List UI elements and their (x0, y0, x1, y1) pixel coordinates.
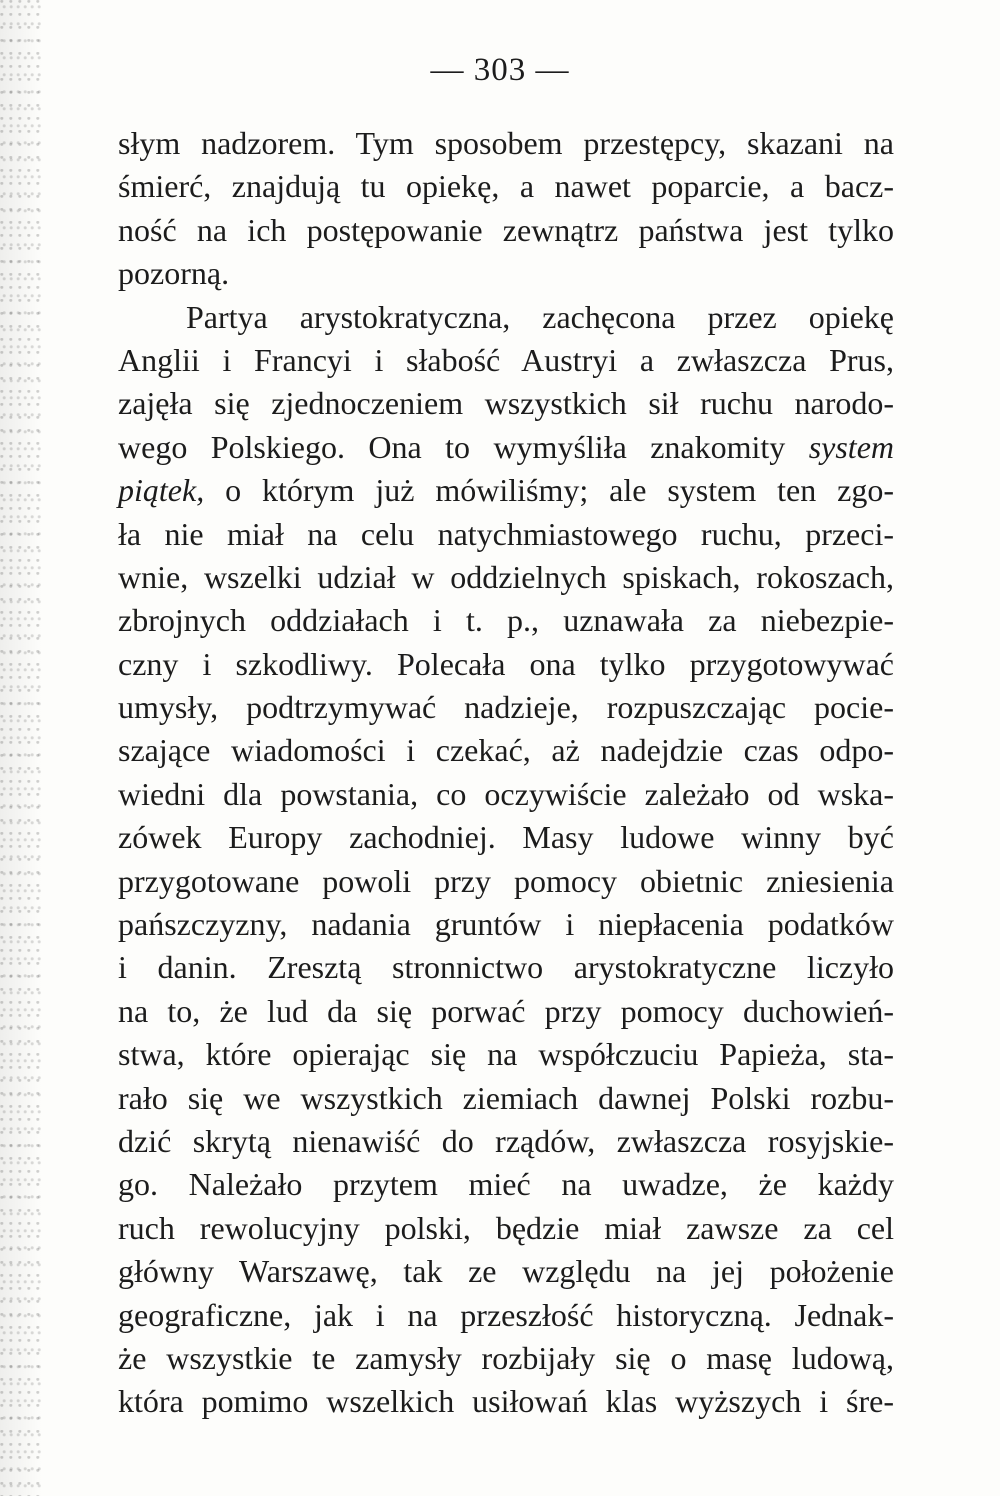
text-line-6: Anglii i Francyi i słabość Austryi a zwłaszcza Prus, (118, 341, 894, 378)
text-line-23: rało się we wszystkich ziemiach dawnej Polski rozbu- (118, 1079, 894, 1116)
text-line-25: go. Należało przytem mieć na uwadze, że każdy (118, 1166, 894, 1203)
text-line-7: zajęła się zjednoczeniem wszystkich sił ruchu narodo- (118, 385, 894, 422)
text-line-21: na to, że lud da się porwać przy pomocy duchowień- (118, 992, 894, 1029)
text-line-19: pańszczyzny, nadania gruntów i niepłacenia podatków (118, 906, 894, 943)
text-line-28: geograficzne, jak i na przeszłość historyczną. Jednak- (118, 1296, 894, 1333)
text-line-10: ła nie miał na celu natychmiastowego ruchu, przeci- (118, 515, 894, 552)
text-line-18: przygotowane powoli przy pomocy obietnic zniesienia (118, 862, 894, 899)
text-line-15: szające wiadomości i czekać, aż nadejdzie czas odpo- (118, 732, 894, 769)
text-line-13: czny i szkodliwy. Polecała ona tylko przygotowywać (118, 645, 894, 682)
text-line-24: dzić skrytą nienawiść do rządów, zwłaszcza rosyjskie- (118, 1122, 894, 1159)
text-line-20: i danin. Zresztą stronnictwo arystokratyczne liczyło (118, 949, 894, 986)
text-line-22: stwa, które opierając się na współczuciu Papieża, sta- (118, 1036, 894, 1073)
text-line-4: pozorną. (118, 255, 230, 292)
text-line-9-roman: o którym już mówiliśmy; ale system ten zgo- (225, 472, 895, 509)
text-line-17: zówek Europy zachodniej. Masy ludowe winny być (118, 819, 894, 856)
page-number: — 303 — (430, 52, 570, 88)
text-line-27: główny Warszawę, tak ze względu na jej położenie (118, 1253, 894, 1290)
text-line-2: śmierć, znajdują tu opiekę, a nawet poparcie, a bacz- (118, 168, 894, 205)
text-line-12: zbrojnych oddziałach i t. p., uznawała za niebezpie- (118, 602, 894, 639)
italic-term-system: system (808, 428, 894, 465)
text-line-30: która pomimo wszelkich usiłowań klas wyższych i śre- (118, 1383, 894, 1420)
text-line-9 (118, 469, 894, 512)
text-line-8-roman: wego Polskiego. Ona to wymyśliła znakomity (118, 428, 786, 465)
italic-term-piatek: piątek, (118, 472, 205, 509)
text-line-14: umysły, podtrzymywać nadzieje, rozpuszczając pocie- (118, 689, 894, 726)
scan-page-edge (0, 0, 42, 1496)
text-line-3: ność na ich postępowanie zewnątrz państwa jest tylko (118, 211, 894, 248)
text-line-29: że wszystkie te zamysły rozbijały się o masę ludową, (118, 1339, 894, 1376)
text-line-1: słym nadzorem. Tym sposobem przestępcy, skazani na (118, 125, 894, 161)
text-line-16: wiedni dla powstania, co oczywiście zależało od wska- (118, 775, 894, 812)
text-line-8 (118, 426, 894, 469)
body-text (118, 122, 894, 1424)
text-line-26: ruch rewolucyjny polski, będzie miał zawsze za cel (118, 1209, 894, 1246)
text-line-5: Partya arystokratyczna, zachęcona przez opiekę (186, 298, 894, 335)
text-line-11: wnie, wszelki udział w oddzielnych spiskach, rokoszach, (118, 558, 894, 595)
